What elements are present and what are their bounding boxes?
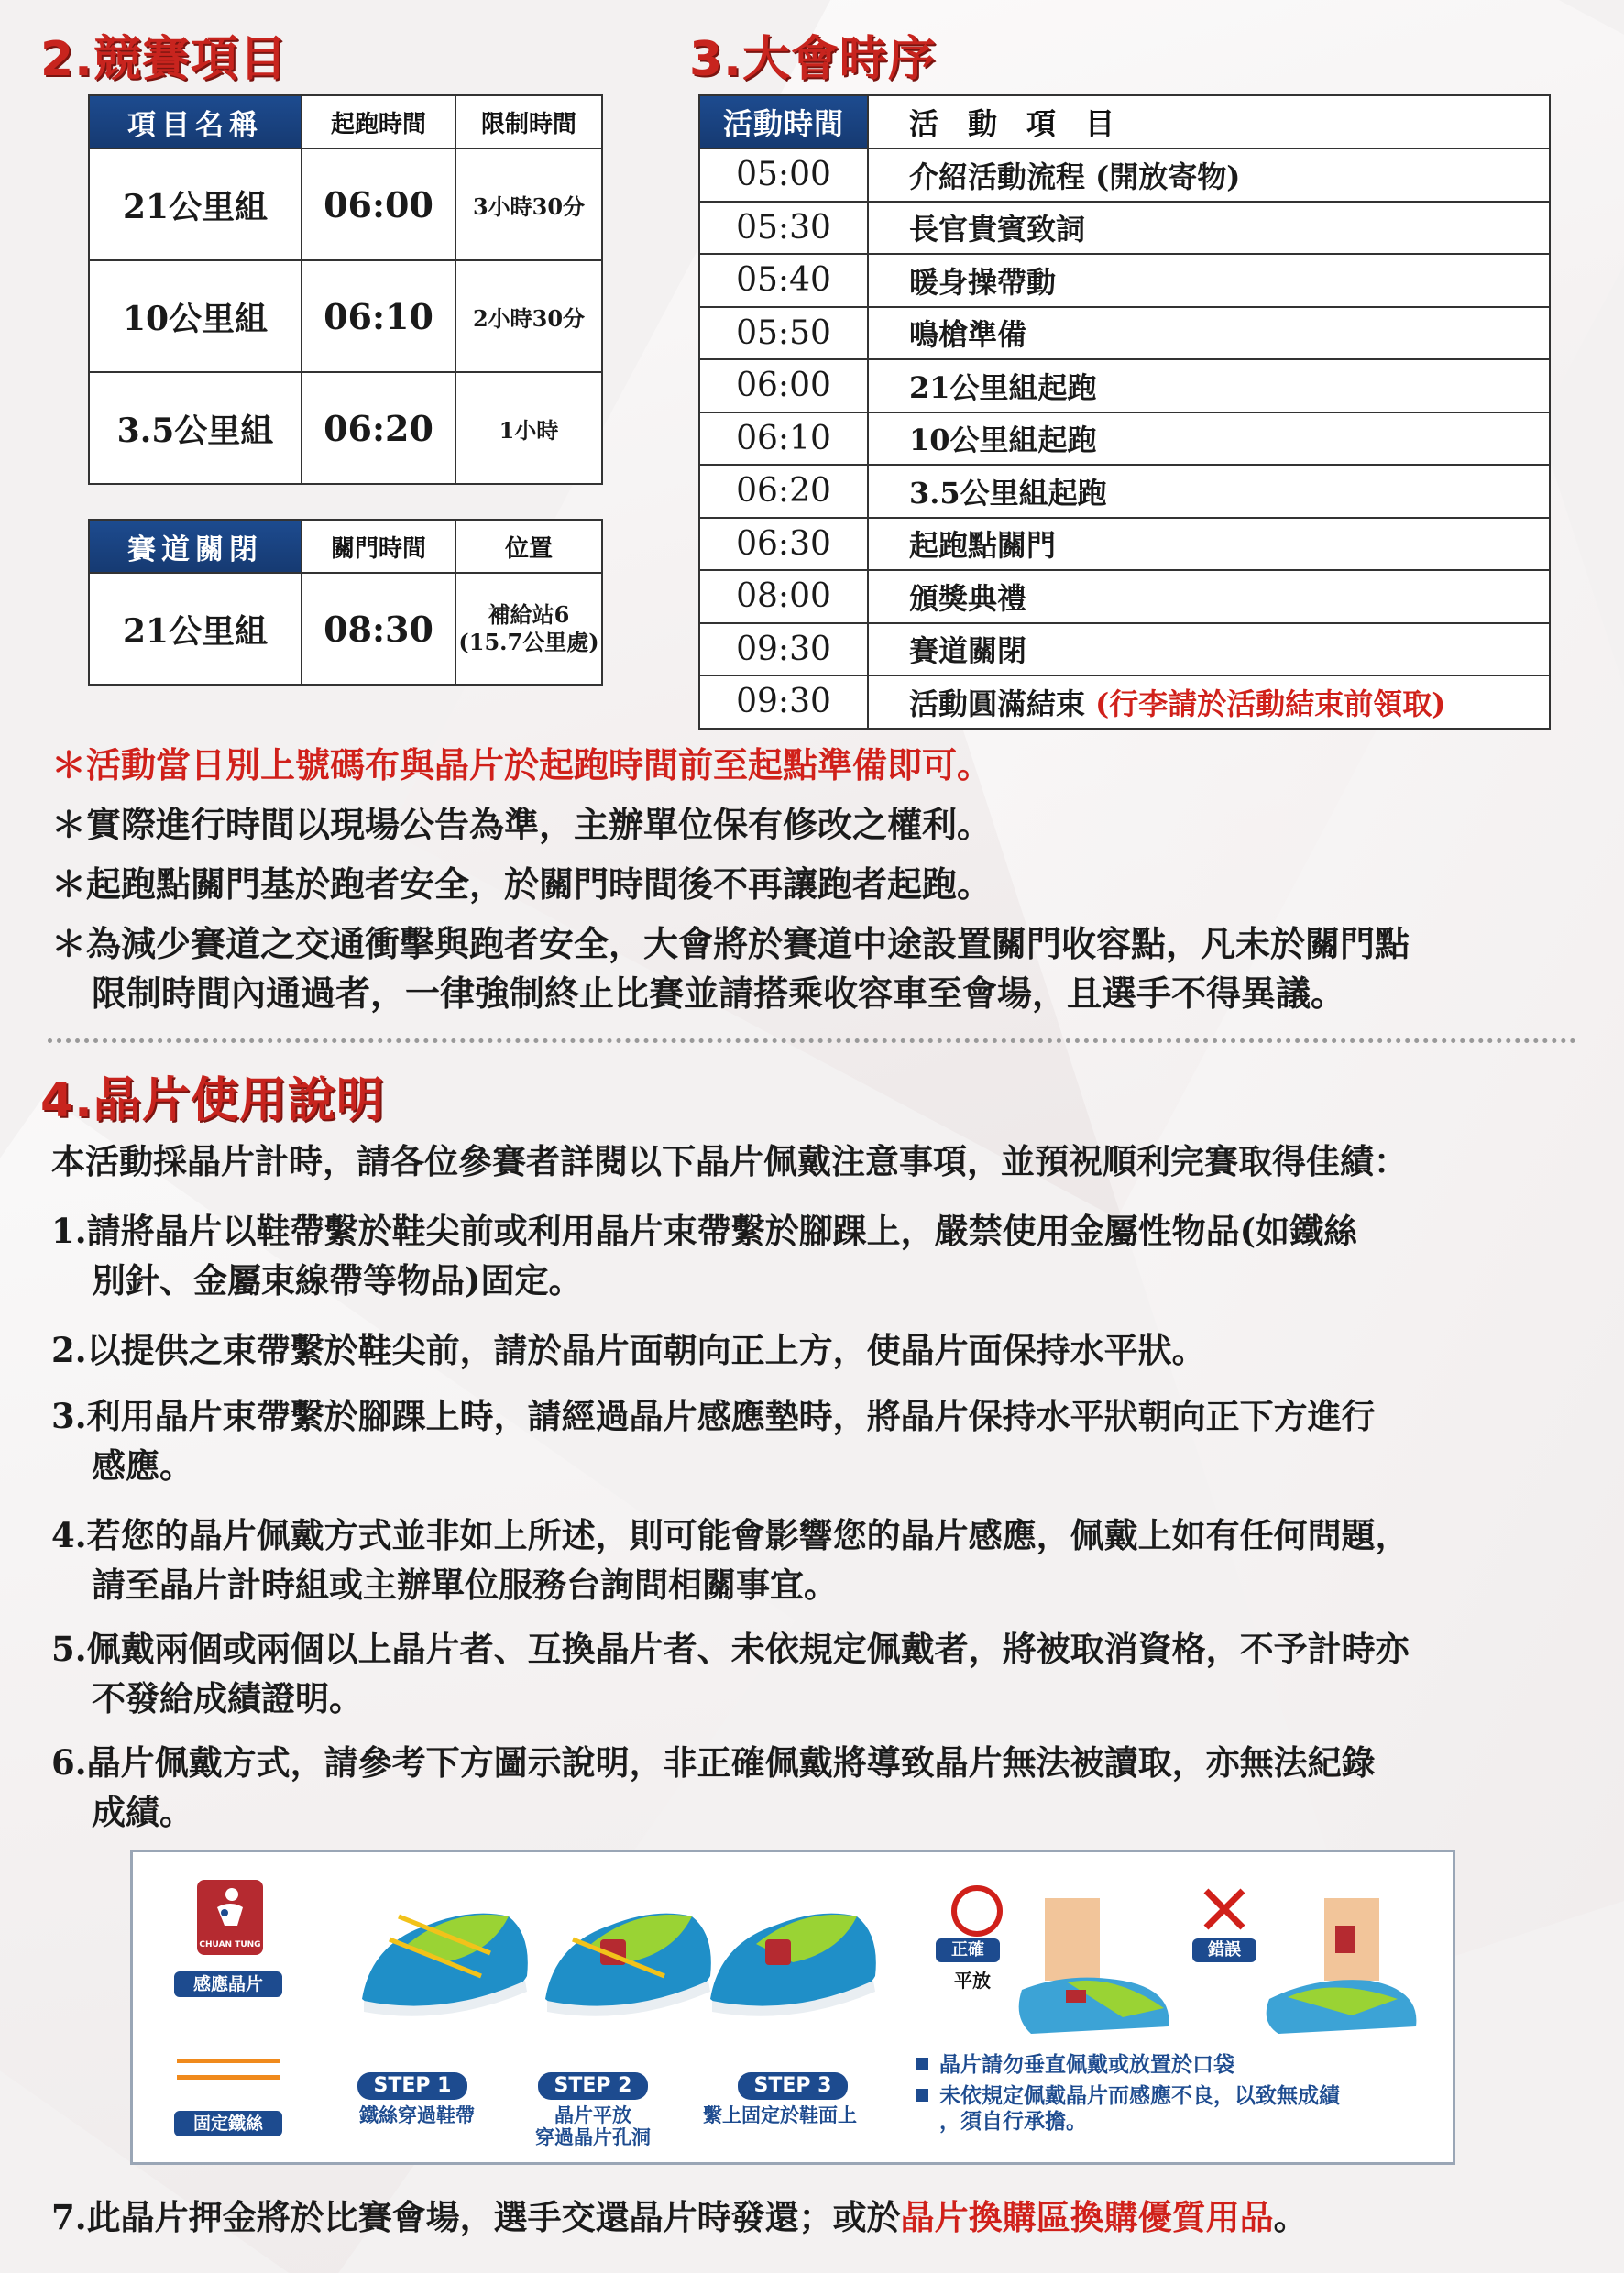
chip-item-5-line2: 不發給成績證明。 bbox=[92, 1678, 363, 1718]
event-start: 06:20 bbox=[302, 372, 455, 484]
label-chip: 感應晶片 bbox=[174, 1971, 282, 1997]
chip-item-7-end: 。 bbox=[1273, 2197, 1308, 2237]
schedule-header-item: 活 動 項 目 bbox=[868, 95, 1550, 148]
table-row bbox=[699, 518, 1550, 571]
table-row bbox=[89, 260, 602, 372]
schedule-item: 賽道關閉 bbox=[868, 623, 1550, 676]
event-limit: 3小時30分 bbox=[455, 148, 602, 260]
chip-logo bbox=[197, 1880, 263, 1955]
note-4-line2: 限制時間內通過者，一律強制終止比賽並請搭乘收容車至會場，且選手不得異議。 bbox=[92, 972, 1346, 1014]
section-title-events: 2.競賽項目 bbox=[40, 32, 288, 87]
chip-item-4 bbox=[51, 1510, 1591, 1609]
schedule-item bbox=[868, 675, 1550, 729]
closure-header-name: 賽道關閉 bbox=[89, 520, 302, 573]
chip-item-7 bbox=[51, 2192, 1591, 2242]
chip-item-5-line1: 5.佩戴兩個或兩個以上晶片者、互換晶片者、未依規定佩戴者，將被取消資格，不予計時亦 bbox=[51, 1629, 1410, 1669]
note-4 bbox=[51, 919, 1600, 1018]
bullet-1-text: 晶片請勿垂直佩戴或放置於口袋 bbox=[939, 2053, 1234, 2077]
events-header-name: 項目名稱 bbox=[89, 95, 302, 148]
note-4-line1: ＊為減少賽道之交通衝擊與跑者安全，大會將於賽道中途設置關門收容點，凡未於關門點 bbox=[51, 923, 1410, 964]
chip-instruction-figure bbox=[130, 1850, 1455, 2165]
schedule-item: 暖身操帶動 bbox=[868, 254, 1550, 307]
closure-table bbox=[88, 519, 603, 686]
schedule-time: 06:00 bbox=[699, 359, 868, 412]
event-start: 06:00 bbox=[302, 148, 455, 260]
schedule-table bbox=[698, 94, 1551, 730]
section-title-chip: 4.晶片使用說明 bbox=[40, 1073, 385, 1128]
schedule-time: 06:20 bbox=[699, 465, 868, 518]
event-name: 10公里組 bbox=[89, 260, 302, 372]
table-row bbox=[699, 465, 1550, 518]
chip-item-4-line1: 4.若您的晶片佩戴方式並非如上所述，則可能會影響您的晶片感應，佩戴上如有任何問題， bbox=[51, 1515, 1410, 1555]
closure-location bbox=[455, 573, 602, 685]
logo-text: CHUAN TUNG bbox=[199, 1940, 261, 1949]
closure-time: 08:30 bbox=[302, 573, 455, 685]
table-row bbox=[699, 412, 1550, 466]
table-row bbox=[699, 675, 1550, 729]
note-1: ＊活動當日別上號碼布與晶片於起跑時間前至起點準備即可。 bbox=[51, 744, 993, 785]
shoe-step3-icon bbox=[701, 1889, 884, 2026]
note-2: ＊實際進行時間以現場公告為準，主辦單位保有修改之權利。 bbox=[51, 804, 993, 845]
schedule-header-time: 活動時間 bbox=[699, 95, 868, 148]
table-row bbox=[699, 254, 1550, 307]
closure-header-location: 位置 bbox=[455, 520, 602, 573]
schedule-time: 09:30 bbox=[699, 623, 868, 676]
step1-caption: 鐵絲穿過鞋帶 bbox=[359, 2104, 475, 2126]
schedule-item: 頒獎典禮 bbox=[868, 570, 1550, 623]
table-row bbox=[89, 148, 602, 260]
bullet-square-icon bbox=[916, 2058, 928, 2070]
schedule-time: 05:40 bbox=[699, 254, 868, 307]
closure-location-line2: (15.7公里處) bbox=[458, 629, 599, 655]
runner-icon bbox=[197, 1880, 263, 1935]
wire-line-icon bbox=[177, 2075, 280, 2080]
closure-name: 21公里組 bbox=[89, 573, 302, 685]
chip-item-7-text: 7.此晶片押金將於比賽會場，選手交還晶片時發還；或於 bbox=[51, 2197, 901, 2237]
events-table bbox=[88, 94, 603, 485]
label-wire: 固定鐵絲 bbox=[174, 2111, 282, 2136]
step2-caption bbox=[510, 2104, 675, 2148]
schedule-item: 10公里組起跑 bbox=[868, 412, 1550, 466]
section-title-schedule: 3.大會時序 bbox=[689, 32, 937, 87]
schedule-item: 3.5公里組起跑 bbox=[868, 465, 1550, 518]
schedule-time: 06:10 bbox=[699, 412, 868, 466]
schedule-item: 起跑點關門 bbox=[868, 518, 1550, 571]
schedule-item: 長官貴賓致詞 bbox=[868, 202, 1550, 255]
chip-item-4-line2: 請至晶片計時組或主辦單位服務台詢問相關事宜。 bbox=[92, 1565, 838, 1605]
chip-item-6-line2: 成績。 bbox=[92, 1792, 193, 1832]
shoe-step1-icon bbox=[353, 1889, 536, 2026]
bullet-2 bbox=[916, 2083, 1340, 2135]
event-limit: 2小時30分 bbox=[455, 260, 602, 372]
events-header-limit: 限制時間 bbox=[455, 95, 602, 148]
schedule-time: 05:00 bbox=[699, 148, 868, 202]
bullet-1 bbox=[916, 2052, 1234, 2078]
event-name: 3.5公里組 bbox=[89, 372, 302, 484]
label-wrong: 錯誤 bbox=[1192, 1938, 1256, 1962]
chip-item-5 bbox=[51, 1624, 1591, 1723]
schedule-time: 08:00 bbox=[699, 570, 868, 623]
step1-badge: STEP 1 bbox=[357, 2072, 467, 2100]
schedule-item: 介紹活動流程 (開放寄物) bbox=[868, 148, 1550, 202]
step3-caption: 繫上固定於鞋面上 bbox=[703, 2104, 857, 2126]
wire-line-icon bbox=[177, 2059, 280, 2063]
schedule-time: 05:30 bbox=[699, 202, 868, 255]
events-header-start: 起跑時間 bbox=[302, 95, 455, 148]
chip-item-1-line2: 別針、金屬束線帶等物品)固定。 bbox=[92, 1260, 583, 1301]
bullet-2-line2: ，須自行承擔。 bbox=[939, 2110, 1087, 2134]
schedule-item: 鳴槍準備 bbox=[868, 307, 1550, 360]
closure-header-time: 關門時間 bbox=[302, 520, 455, 573]
step2-caption-line1: 晶片平放 bbox=[554, 2104, 631, 2126]
correct-circle-icon bbox=[951, 1885, 1003, 1937]
chip-item-3-line2: 感應。 bbox=[92, 1445, 193, 1486]
schedule-time: 05:50 bbox=[699, 307, 868, 360]
shoe-step2-icon bbox=[536, 1889, 719, 2026]
table-row bbox=[89, 372, 602, 484]
table-row bbox=[699, 570, 1550, 623]
chip-item-7-highlight: 晶片換購區換購優質用品 bbox=[900, 2197, 1274, 2237]
step2-badge: STEP 2 bbox=[538, 2072, 648, 2100]
dotted-divider bbox=[48, 1038, 1576, 1043]
chip-intro: 本活動採晶片計時，請各位參賽者詳閱以下晶片佩戴注意事項，並預祝順利完賽取得佳績： bbox=[51, 1141, 1408, 1181]
table-row bbox=[699, 307, 1550, 360]
chip-item-3 bbox=[51, 1391, 1591, 1490]
bullet-square-icon bbox=[916, 2089, 928, 2102]
table-row bbox=[699, 202, 1550, 255]
chip-item-1-line1: 1.請將晶片以鞋帶繫於鞋尖前或利用晶片束帶繫於腳踝上，嚴禁使用金屬性物品(如鐵絲 bbox=[51, 1211, 1358, 1251]
label-flat: 平放 bbox=[954, 1970, 991, 1992]
schedule-time: 06:30 bbox=[699, 518, 868, 571]
closure-location-line1: 補給站6 bbox=[488, 601, 570, 628]
chip-item-1 bbox=[51, 1206, 1591, 1305]
schedule-item-note: (行李請於活動結束前領取) bbox=[1095, 686, 1446, 721]
step2-caption-line2: 穿過晶片孔洞 bbox=[535, 2126, 651, 2148]
note-3: ＊起跑點關門基於跑者安全，於關門時間後不再讓跑者起跑。 bbox=[51, 863, 993, 905]
chip-item-3-line1: 3.利用晶片束帶繫於腳踝上時，請經過晶片感應墊時，將晶片保持水平狀朝向正下方進行 bbox=[51, 1396, 1376, 1436]
table-row bbox=[699, 359, 1550, 412]
chip-item-2: 2.以提供之束帶繫於鞋尖前，請於晶片面朝向正上方，使晶片面保持水平狀。 bbox=[51, 1330, 1206, 1370]
event-limit: 1小時 bbox=[455, 372, 602, 484]
schedule-time: 09:30 bbox=[699, 675, 868, 729]
step3-badge: STEP 3 bbox=[738, 2072, 848, 2100]
chip-item-6-line1: 6.晶片佩戴方式，請參考下方圖示說明，非正確佩戴將導致晶片無法被讀取，亦無法紀錄 bbox=[51, 1742, 1376, 1783]
wrong-x-icon bbox=[1201, 1885, 1248, 1933]
table-row bbox=[699, 623, 1550, 676]
schedule-item: 21公里組起跑 bbox=[868, 359, 1550, 412]
label-correct: 正確 bbox=[936, 1938, 1000, 1962]
event-name: 21公里組 bbox=[89, 148, 302, 260]
table-row bbox=[699, 148, 1550, 202]
table-row bbox=[89, 573, 602, 685]
wrong-foot-icon bbox=[1260, 1898, 1425, 2045]
chip-item-6 bbox=[51, 1738, 1591, 1837]
event-start: 06:10 bbox=[302, 260, 455, 372]
bullet-2-line1: 未依規定佩戴晶片而感應不良，以致無成績 bbox=[939, 2084, 1340, 2108]
correct-foot-icon bbox=[1013, 1898, 1178, 2045]
schedule-item-text: 活動圓滿結束 bbox=[909, 686, 1096, 721]
